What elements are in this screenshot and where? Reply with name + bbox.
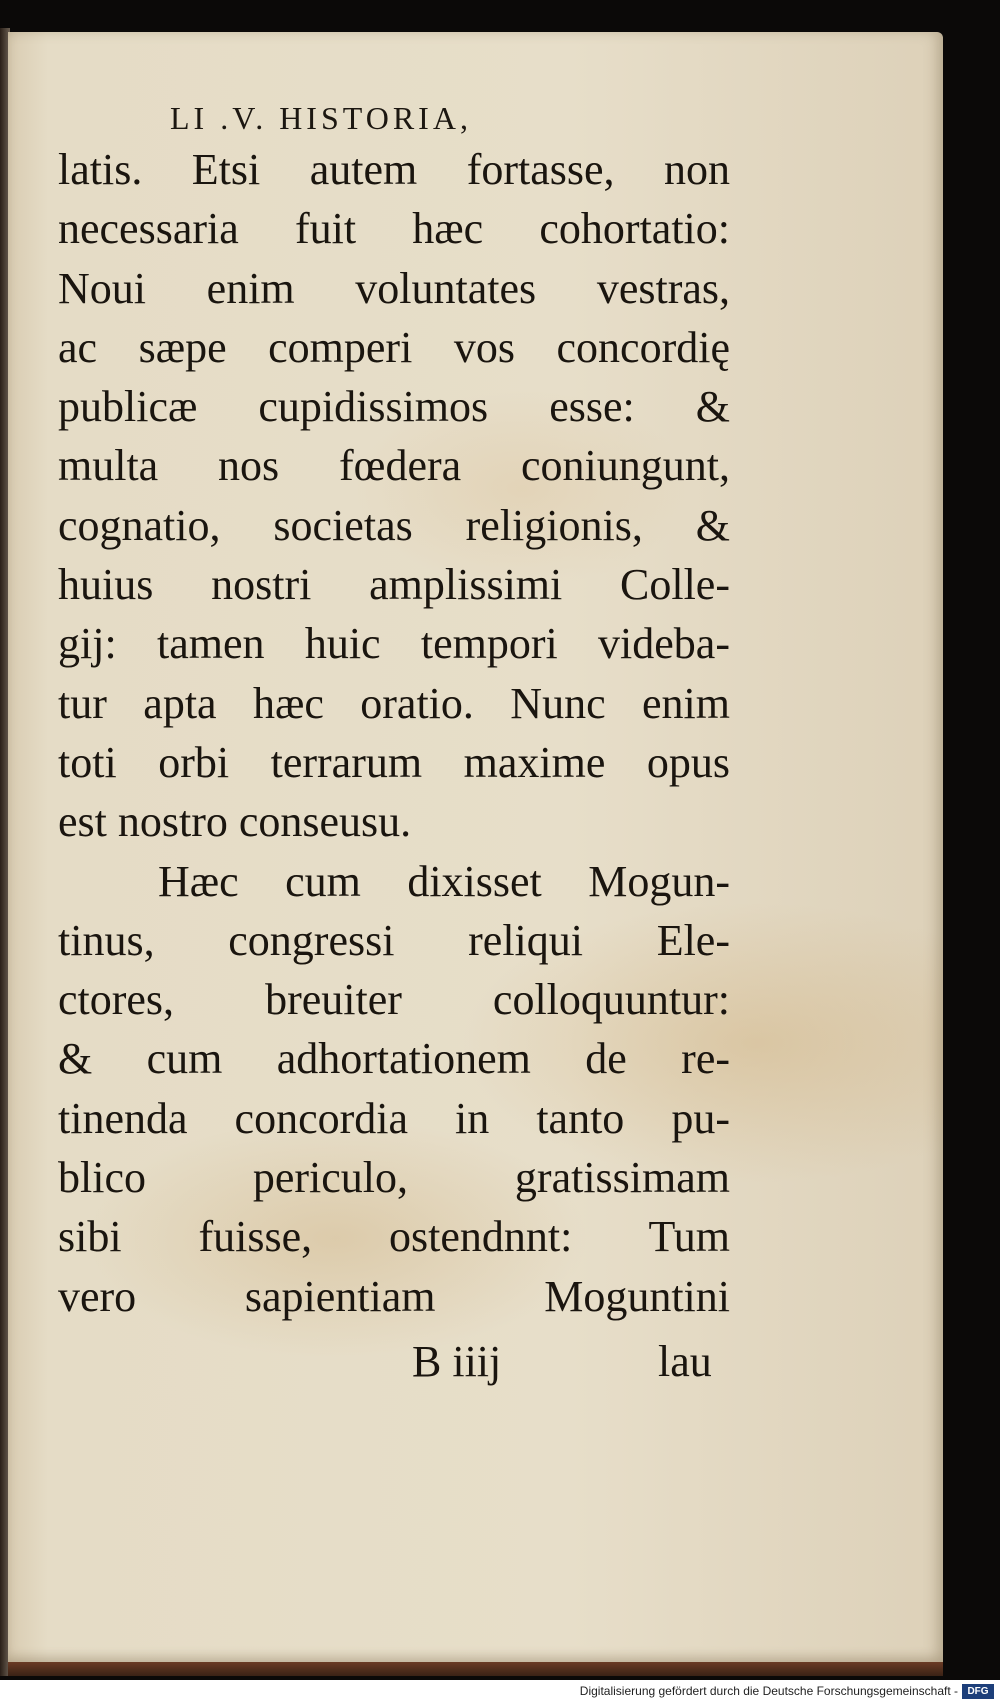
text-line: ctores, breuiter colloquuntur: [58,975,730,1025]
signature-mark: B iiij [412,1337,502,1386]
text-line: Noui enim voluntates vestras, [58,263,730,313]
text-line: ac sæpe comperi vos concordię [58,322,730,372]
text-line: blico periculo, gratissimam [58,1153,730,1203]
text-line: gij: tamen huic tempori videba- [58,619,730,669]
text-line: latis. Etsi autem fortasse, non [58,145,730,194]
catchword: lau [658,1337,712,1386]
text-line: tur apta hæc oratio. Nunc enim [58,678,730,728]
digitization-credit [0,1680,1000,1703]
text-line: tinenda concordia in tanto pu- [58,1093,730,1143]
text-line: necessaria fuit hæc cohortatio: [58,204,730,254]
text-line: vero sapientiam Moguntini [58,1271,730,1321]
credit-text: Digitalisierung gefördert durch die Deutsche Forschungsgemeinschaft - [579,1684,958,1698]
text-line: toti orbi terrarum maxime opus [58,737,730,787]
text-line: est nostro conseusu. [58,797,412,847]
text-line: publicæ cupidissimos esse: & [58,382,730,432]
text-line: cognatio, societas religionis, & [58,500,730,550]
text-line: tinus, congressi reliqui Ele- [58,915,730,965]
text-line: huius nostri amplissimi Colle- [58,560,730,610]
text-line: sibi fuisse, ostendnnt: Tum [58,1212,730,1262]
page-bottom-edge [8,1662,943,1676]
dfg-logo-icon: DFG [962,1684,994,1699]
running-head: LI .V. HISTORIA, [170,100,472,136]
text-line: Hæc cum dixisset Mogun- [158,856,730,906]
text-line: & cum adhortationem de re- [58,1034,730,1084]
body-text [58,140,730,1326]
text-line: multa nos fœdera coniungunt, [58,441,730,491]
